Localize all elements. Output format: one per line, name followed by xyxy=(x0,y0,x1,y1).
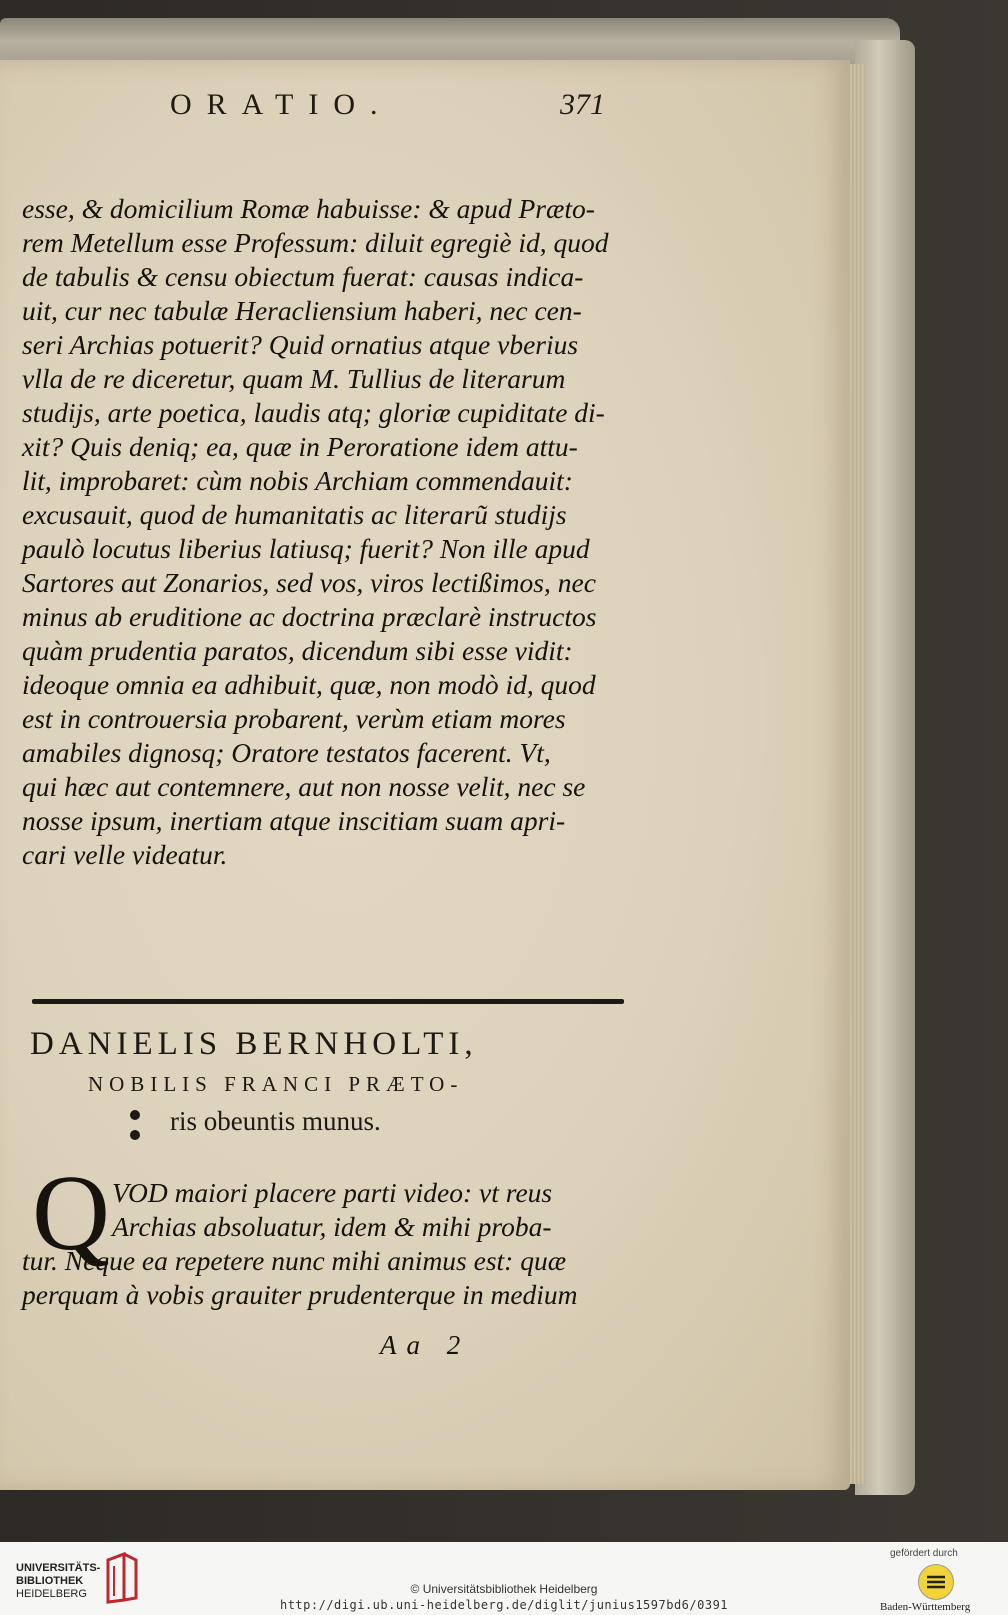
text-line: studijs, arte poetica, laudis atq; gloriæ cupiditate di- xyxy=(22,397,605,428)
page-number: 371 xyxy=(560,88,605,121)
sponsor-label: gefördert durch xyxy=(890,1548,958,1559)
text-line: amabiles dignosq; Oratore testatos facerent. Vt, xyxy=(22,737,551,768)
text-line: esse, & domicilium Romæ habuisse: & apud Præto- xyxy=(22,193,595,224)
text-line: Archias absoluatur, idem & mihi proba- xyxy=(112,1211,552,1242)
text-line: lit, improbaret: cùm nobis Archiam commendauit: xyxy=(22,465,573,496)
state-crest-icon xyxy=(918,1564,954,1600)
logo-line: BIBLIOTHEK xyxy=(16,1575,84,1587)
text-line: paulò locutus liberius latiusq; fuerit? Non ille apud xyxy=(22,533,590,564)
section-rule xyxy=(32,999,624,1004)
text-line: de tabulis & censu obiectum fuerat: causas indica- xyxy=(22,261,584,292)
running-head xyxy=(170,88,620,128)
text-line: Sartores aut Zonarios, sed vos, viros lectißimos, nec xyxy=(22,567,596,598)
text-line: minus ab eruditione ac doctrina præclarè instructos xyxy=(22,601,597,632)
text-line: VOD maiori placere parti video: vt reus xyxy=(112,1177,553,1208)
logo-line: UNIVERSITÄTS- xyxy=(16,1562,101,1574)
text-line: vlla de re diceretur, quam M. Tullius de literarum xyxy=(22,363,566,394)
library-logo-icon[interactable] xyxy=(104,1552,140,1604)
section-heading-subtitle: NOBILIS FRANCI PRÆTO- xyxy=(88,1072,464,1096)
text-line: perquam à vobis grauiter prudenterque in medium xyxy=(22,1279,578,1310)
text-line: tur. Neque ea repetere nunc mihi animus est: quæ xyxy=(22,1245,567,1276)
text-line: ideoque omnia ea adhibuit, quæ, non modò id, quod xyxy=(22,669,596,700)
viewer-footer xyxy=(0,1542,1008,1615)
text-line: nosse ipsum, inertiam atque inscitiam suam apri- xyxy=(22,805,566,836)
text-line: qui hæc aut contemnere, aut non nosse velit, nec se xyxy=(22,771,586,802)
text-line: quàm prudentia paratos, dicendum sibi esse vidit: xyxy=(22,635,573,666)
sponsor-name: Baden-Württemberg xyxy=(880,1601,971,1613)
body-text xyxy=(22,192,632,872)
copyright-notice: © Universitätsbibliothek Heidelberg xyxy=(410,1582,598,1596)
text-line: est in controuersia probarent, verùm etiam mores xyxy=(22,703,566,734)
section-heading-continuation: ris obeuntis munus. xyxy=(170,1106,381,1136)
permalink-url[interactable]: http://digi.ub.uni-heidelberg.de/diglit/junius1597bd6/0391 xyxy=(279,1598,729,1612)
signature-mark: Aa 2 xyxy=(380,1330,471,1360)
text-line: excusauit, quod de humanitatis ac literarũ studijs xyxy=(22,499,567,530)
section-heading-name: DANIELIS BERNHOLTI, xyxy=(30,1026,478,1062)
text-line: xit? Quis deniq; ea, quæ in Peroratione idem attu- xyxy=(22,431,578,462)
drop-cap: Q xyxy=(32,1154,110,1273)
running-head-title: ORATIO. xyxy=(170,88,393,121)
text-line: seri Archias potuerit? Quid ornatius atque vberius xyxy=(22,329,579,360)
ornament-icon xyxy=(128,1108,142,1144)
body-text-section-two xyxy=(22,1176,632,1312)
text-line: cari velle videatur. xyxy=(22,839,228,870)
text-line: uit, cur nec tabulæ Heracliensium haberi, nec cen- xyxy=(22,295,582,326)
logo-line: HEIDELBERG xyxy=(16,1588,87,1600)
text-line: rem Metellum esse Professum: diluit egregiè id, quod xyxy=(22,227,609,258)
